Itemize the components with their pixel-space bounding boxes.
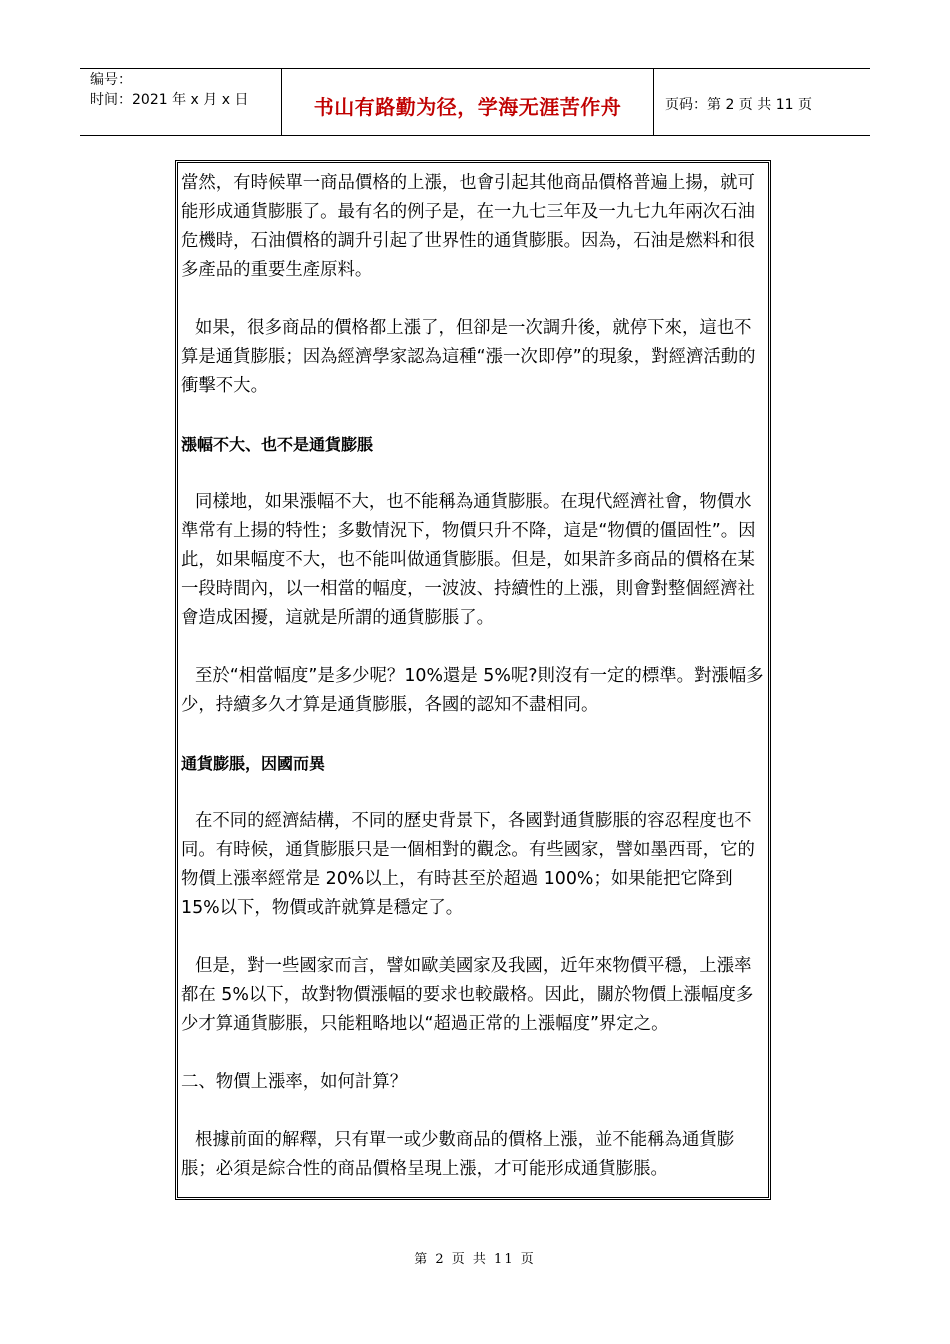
paragraph-2: 如果，很多商品的價格都上漲了，但卻是一次調升後，就停下來，這也不算是通貨膨脹；因為經濟學家認為這種“漲一次即停”的現象，對經濟活動的衝擊不大。: [181, 318, 756, 396]
paragraph-1: 當然，有時候單一商品價格的上漲，也會引起其他商品價格普遍上揚，就可能形成通貨膨脹了。最有名的例子是，在一九七三年及一九七九年兩次石油危機時，石油價格的調升引起了世界性的通貨膨脹。因為，石油是燃料和很多產品的重要生產原料。: [181, 173, 755, 280]
heading-how-to-calculate: 二、物價上漲率，如何計算？: [181, 1072, 408, 1092]
content-box: [175, 160, 771, 1200]
code-label: 编号：: [90, 72, 132, 88]
header-motto: 书山有路勤为径，学海无涯苦作舟: [313, 95, 622, 119]
header-divider-right: [653, 68, 654, 135]
heading-small-increase: 漲幅不大、也不是通貨膨脹: [181, 435, 374, 454]
page-footer: 第 2 页 共 11 页: [414, 1252, 536, 1267]
header-meta: [90, 70, 248, 110]
heading-varies-by-country: 通貨膨脹，因國而異: [181, 754, 326, 773]
paragraph-6: 但是，對一些國家而言，譬如歐美國家及我國，近年來物價平穩，上漲率都在 5%以下，故對物價漲幅的要求也較嚴格。因此，關於物價上漲幅度多少才算通貨膨脹，只能粗略地以“超過正常的上漲幅度”界定之。: [181, 956, 754, 1034]
paragraph-3: 同樣地，如果漲幅不大，也不能稱為通貨膨脹。在現代經濟社會，物價水準常有上揚的特性；多數情況下，物價只升不降，這是“物價的僵固性”。因此，如果幅度不大，也不能叫做通貨膨脹。但是，如果許多商品的價格在某一段時間內，以一相當的幅度，一波波、持續性的上漲，則會對整個經濟社會造成困擾，這就是所謂的通貨膨脹了。: [181, 492, 756, 628]
header-bottom-rule: [80, 135, 870, 136]
paragraph-4: 至於“相當幅度”是多少呢？10%還是 5%呢?則沒有一定的標準。對漲幅多少，持續多久才算是通貨膨脹，各國的認知不盡相同。: [181, 666, 764, 715]
header-page-info: 页码：第 2 页 共 11 页: [665, 97, 812, 113]
header-top-rule: [80, 68, 870, 69]
date-label: 时间：2021 年 x 月 x 日: [90, 92, 249, 108]
paragraph-5: 在不同的經濟結構，不同的歷史背景下，各國對通貨膨脹的容忍程度也不同。有時候，通貨膨脹只是一個相對的觀念。有些國家，譬如墨西哥，它的物價上漲率經常是 20%以上，有時甚至於超過 100%；如果能把它降到 15%以下，物價或許就算是穩定了。: [181, 811, 755, 918]
paragraph-7: 根據前面的解釋，只有單一或少數商品的價格上漲，並不能稱為通貨膨脹；必須是綜合性的商品價格呈現上漲，才可能形成通貨膨脹。: [181, 1130, 735, 1179]
